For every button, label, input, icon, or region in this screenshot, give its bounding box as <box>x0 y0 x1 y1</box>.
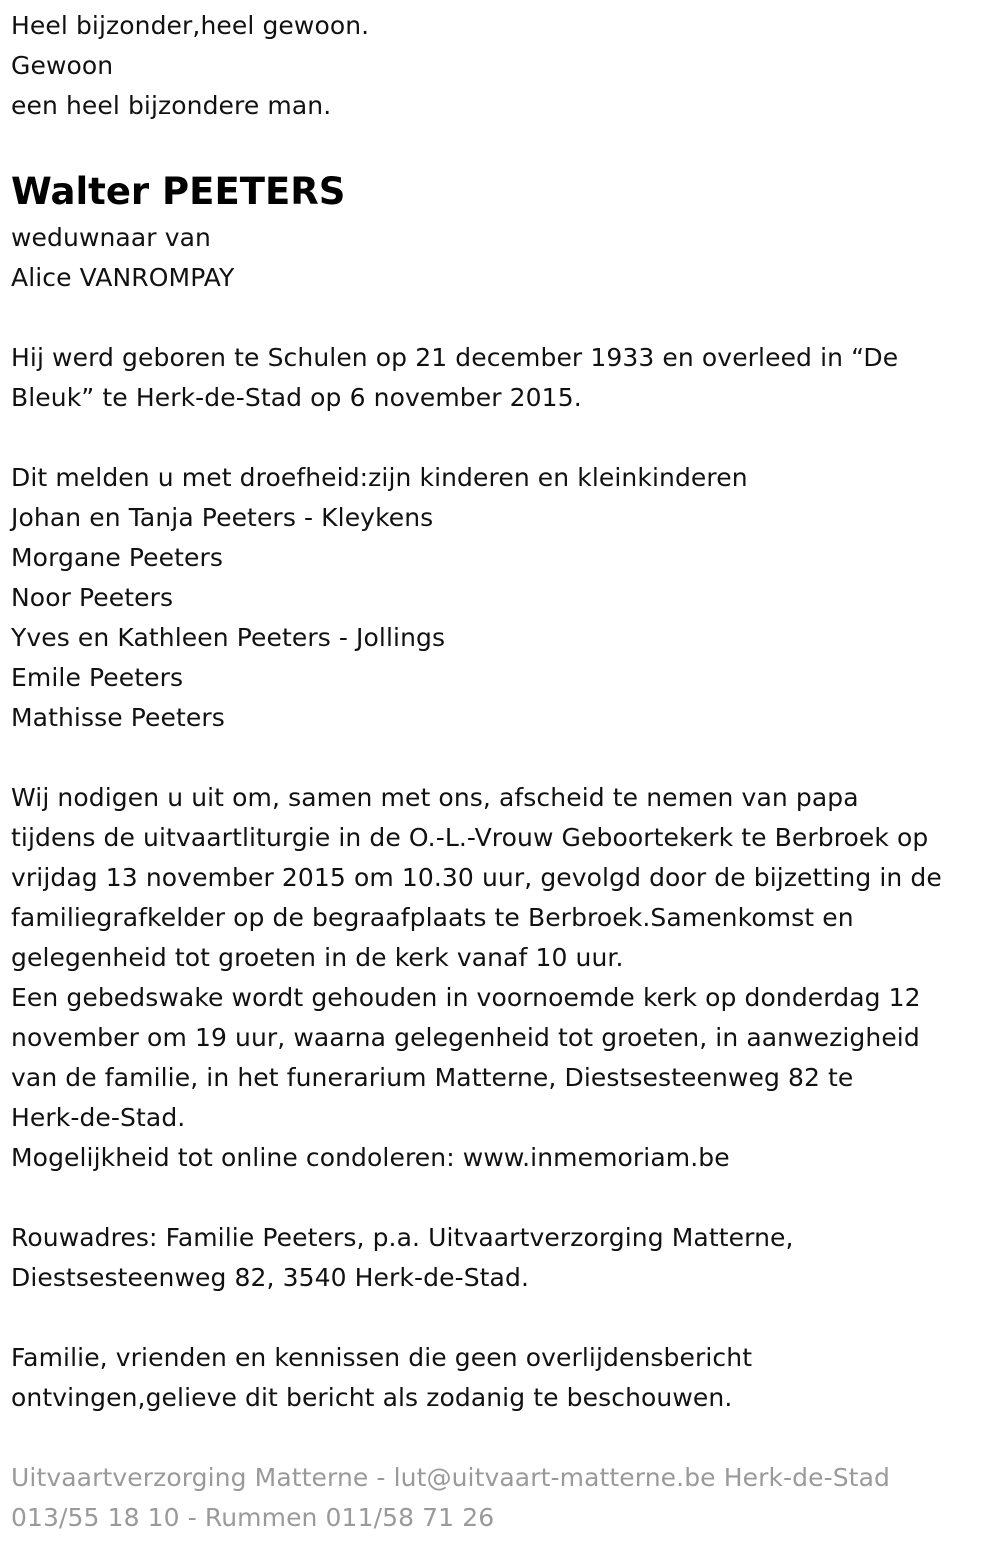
motto-line-2: Gewoon <box>11 51 114 80</box>
ceremony-line: tijdens de uitvaartliturgie in de O.-L.-Vrouw Geboortekerk te Berbroek op <box>11 823 929 852</box>
vigil-line: november om 19 uur, waarna gelegenheid tot groeten, in aanwezigheid <box>11 1023 920 1052</box>
motto-line-1: Heel bijzonder,heel gewoon. <box>11 11 370 40</box>
family-member: Emile Peeters <box>11 663 184 692</box>
spacer <box>11 738 991 778</box>
footer-line: Uitvaartverzorging Matterne - lut@uitvaart-matterne.be Herk-de-Stad <box>11 1463 890 1492</box>
notice-paragraph <box>11 1338 991 1418</box>
motto-line-3: een heel bijzondere man. <box>11 91 332 120</box>
family-member: Noor Peeters <box>11 583 174 612</box>
funeral-home-footer <box>11 1458 991 1538</box>
birth-death-line: Bleuk” te Herk-de-Stad op 6 november 2015. <box>11 383 582 412</box>
relation-text: weduwnaar van <box>11 223 211 252</box>
notice-line: Familie, vrienden en kennissen die geen overlijdensbericht <box>11 1343 753 1372</box>
family-member: Morgane Peeters <box>11 543 223 572</box>
ceremony-line: Wij nodigen u uit om, samen met ons, afscheid te nemen van papa <box>11 783 859 812</box>
family-member: Johan en Tanja Peeters - Kleykens <box>11 503 434 532</box>
spacer <box>11 1298 991 1338</box>
ceremony-line: familiegrafkelder op de begraafplaats te Berbroek.Samenkomst en <box>11 903 854 932</box>
address-line: Rouwadres: Familie Peeters, p.a. Uitvaartverzorging Matterne, <box>11 1223 794 1252</box>
spacer <box>11 1178 991 1218</box>
spacer <box>11 298 991 338</box>
family-member: Mathisse Peeters <box>11 703 225 732</box>
spacer <box>11 418 991 458</box>
family-block <box>11 458 991 738</box>
obituary-document <box>11 6 991 1538</box>
birth-death-line: Hij werd geboren te Schulen op 21 december 1933 en overleed in “De <box>11 343 899 372</box>
spouse-name: Alice VANROMPAY <box>11 263 235 292</box>
vigil-line: Een gebedswake wordt gehouden in voornoemde kerk op donderdag 12 <box>11 983 921 1012</box>
vigil-line: Herk-de-Stad. <box>11 1103 186 1132</box>
deceased-block <box>11 170 991 298</box>
ceremony-paragraph <box>11 778 991 1178</box>
spacer <box>11 1418 991 1458</box>
condolence-line: Mogelijkheid tot online condoleren: www.inmemoriam.be <box>11 1143 730 1172</box>
footer-line: 013/55 18 10 - Rummen 011/58 71 26 <box>11 1503 495 1532</box>
address-line: Diestsesteenweg 82, 3540 Herk-de-Stad. <box>11 1263 529 1292</box>
motto <box>11 6 991 126</box>
spacer <box>11 126 991 166</box>
family-member: Yves en Kathleen Peeters - Jollings <box>11 623 446 652</box>
address-paragraph <box>11 1218 991 1298</box>
family-intro: Dit melden u met droefheid:zijn kinderen en kleinkinderen <box>11 463 748 492</box>
vigil-line: van de familie, in het funerarium Matterne, Diestsesteenweg 82 te <box>11 1063 854 1092</box>
birth-death-paragraph <box>11 338 991 418</box>
ceremony-line: vrijdag 13 november 2015 om 10.30 uur, gevolgd door de bijzetting in de <box>11 863 942 892</box>
deceased-name: Walter PEETERS <box>11 170 346 213</box>
ceremony-line: gelegenheid tot groeten in de kerk vanaf 10 uur. <box>11 943 624 972</box>
notice-line: ontvingen,gelieve dit bericht als zodanig te beschouwen. <box>11 1383 733 1412</box>
